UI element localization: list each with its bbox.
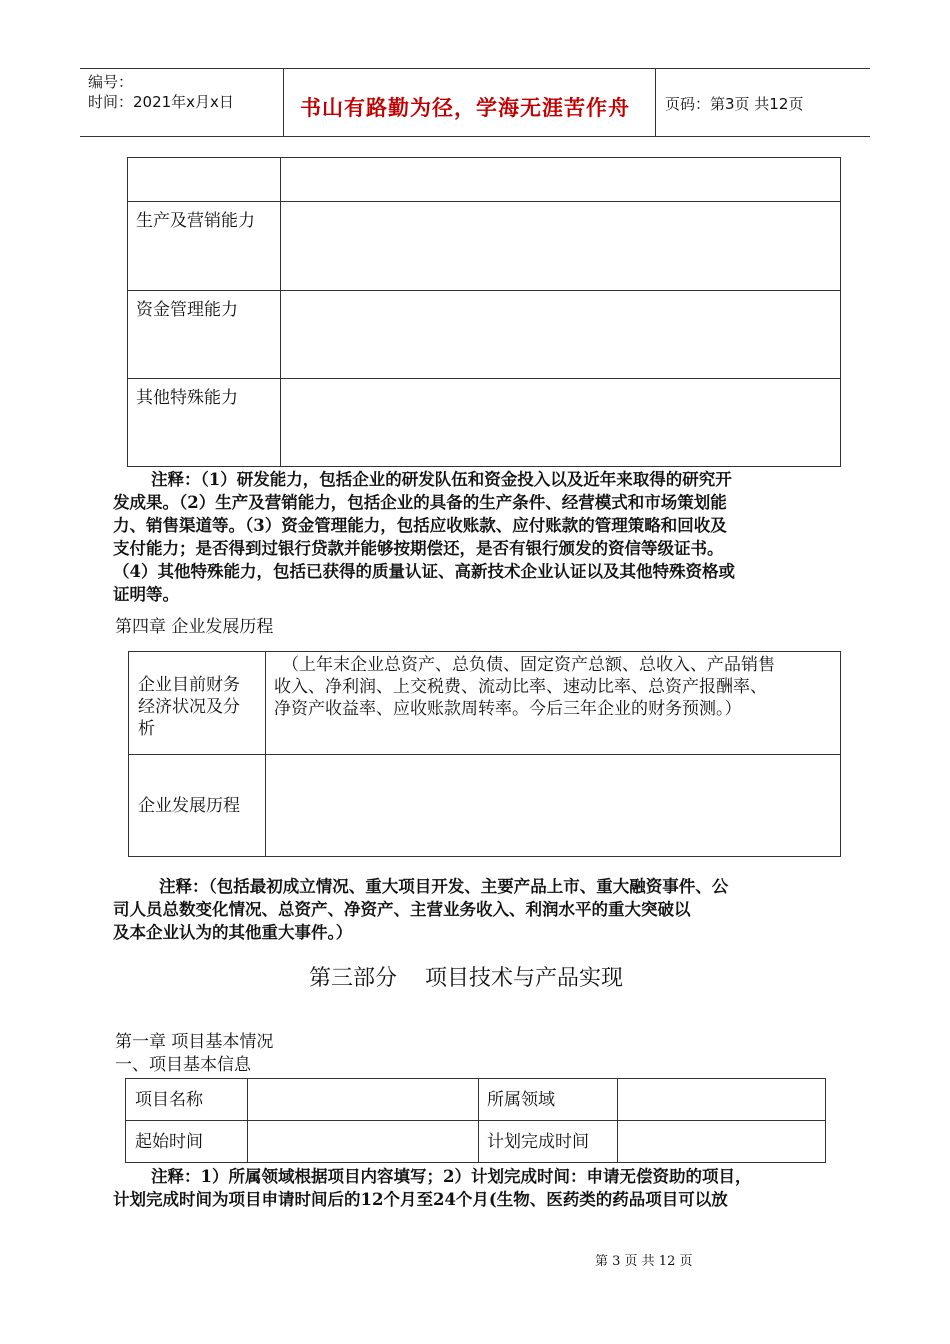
financial-status-label-cell (129, 652, 266, 755)
capability-label-cell (128, 291, 281, 379)
development-history-label-cell (129, 755, 266, 857)
capability-value-cell[interactable] (281, 158, 841, 202)
header-top-border (80, 68, 870, 69)
note-capabilities: 注释：（1）研发能力，包括企业的研发队伍和资金投入以及近年来取得的研究开 发成果。（2）生产及营销能力，包括企业的具备的生产条件、经营模式和市场策划能 力、销售渠道等。（3）资金管理能力，包括应收账款、应付账款的管理策略和回收及 支付能力；是否得到过银行贷款并能够按期偿还，是否有银行颁发的资信等级证书。 （4）其他特殊能力，包括已获得的质量认证、高新技术企业认证以及其他特殊资格或 证明等。 (113, 470, 735, 604)
capability-label-cell (128, 202, 281, 291)
header-motto: 书山有路勤为径，学海无涯苦作舟 (300, 95, 630, 120)
label-production-marketing: 生产及营销能力 (136, 211, 255, 231)
note-development-history: 注释：（包括最初成立情况、重大项目开发、主要产品上市、重大融资事件、公 司人员总数变化情况、总资产、净资产、主营业务收入、利润水平的重大突破以 及本企业认为的其他重大事件。） (113, 877, 729, 942)
label-other-capability: 其他特殊能力 (136, 388, 238, 408)
part3-title: 第三部分 项目技术与产品实现 (309, 966, 623, 991)
development-history-content-cell[interactable] (266, 755, 841, 857)
header-divider-left (283, 68, 284, 136)
capability-table (127, 157, 841, 467)
project-name-input[interactable] (248, 1079, 479, 1121)
chapter4-title: 第四章 企业发展历程 (115, 617, 274, 637)
finish-time-label-cell (479, 1121, 618, 1163)
note-project-info: 注释：1）所属领域根据项目内容填写；2）计划完成时间：申请无偿资助的项目， 计划完成时间为项目申请时间后的12个月至24个月(生物、医药类的药品项目可以放 (113, 1167, 752, 1209)
header-page-label: 页码：第3页 共12页 (665, 95, 804, 113)
header-divider-right (655, 68, 656, 136)
header-bottom-border (80, 136, 870, 137)
financial-status-label: 企业目前财务 经济状况及分 析 (138, 675, 240, 739)
financial-status-content-cell[interactable] (266, 652, 841, 755)
finish-time-label: 计划完成时间 (487, 1132, 589, 1152)
project-name-label-cell (126, 1079, 248, 1121)
label-capital-management: 资金管理能力 (136, 300, 238, 320)
capability-value-cell[interactable] (281, 379, 841, 467)
financial-status-hint: （上年末企业总资产、总负债、固定资产总额、总收入、产品销售 收入、净利润、上交税费、流动比率、速动比率、总资产报酬率、 净资产收益率、应收账款周转率。今后三年企业的财务预测。） (274, 655, 775, 719)
chapter1-subtitle: 一、项目基本信息 (115, 1055, 251, 1075)
start-time-input[interactable] (248, 1121, 479, 1163)
project-field-input[interactable] (618, 1079, 826, 1121)
project-field-label-cell (479, 1079, 618, 1121)
capability-label-cell (128, 379, 281, 467)
project-info-table (125, 1078, 826, 1163)
header-number-label: 编号： (88, 73, 134, 91)
development-history-label: 企业发展历程 (138, 796, 240, 816)
capability-label-cell (128, 158, 281, 202)
project-name-label: 项目名称 (135, 1090, 203, 1110)
capability-value-cell[interactable] (281, 202, 841, 291)
history-table (128, 651, 841, 857)
start-time-label: 起始时间 (135, 1132, 203, 1152)
start-time-label-cell (126, 1121, 248, 1163)
chapter1-title: 第一章 项目基本情况 (115, 1032, 274, 1052)
finish-time-input[interactable] (618, 1121, 826, 1163)
capability-value-cell[interactable] (281, 291, 841, 379)
page-footer: 第 3 页 共 12 页 (595, 1254, 693, 1269)
header-time-label: 时间：2021年x月x日 (88, 93, 234, 111)
project-field-label: 所属领域 (487, 1090, 555, 1110)
